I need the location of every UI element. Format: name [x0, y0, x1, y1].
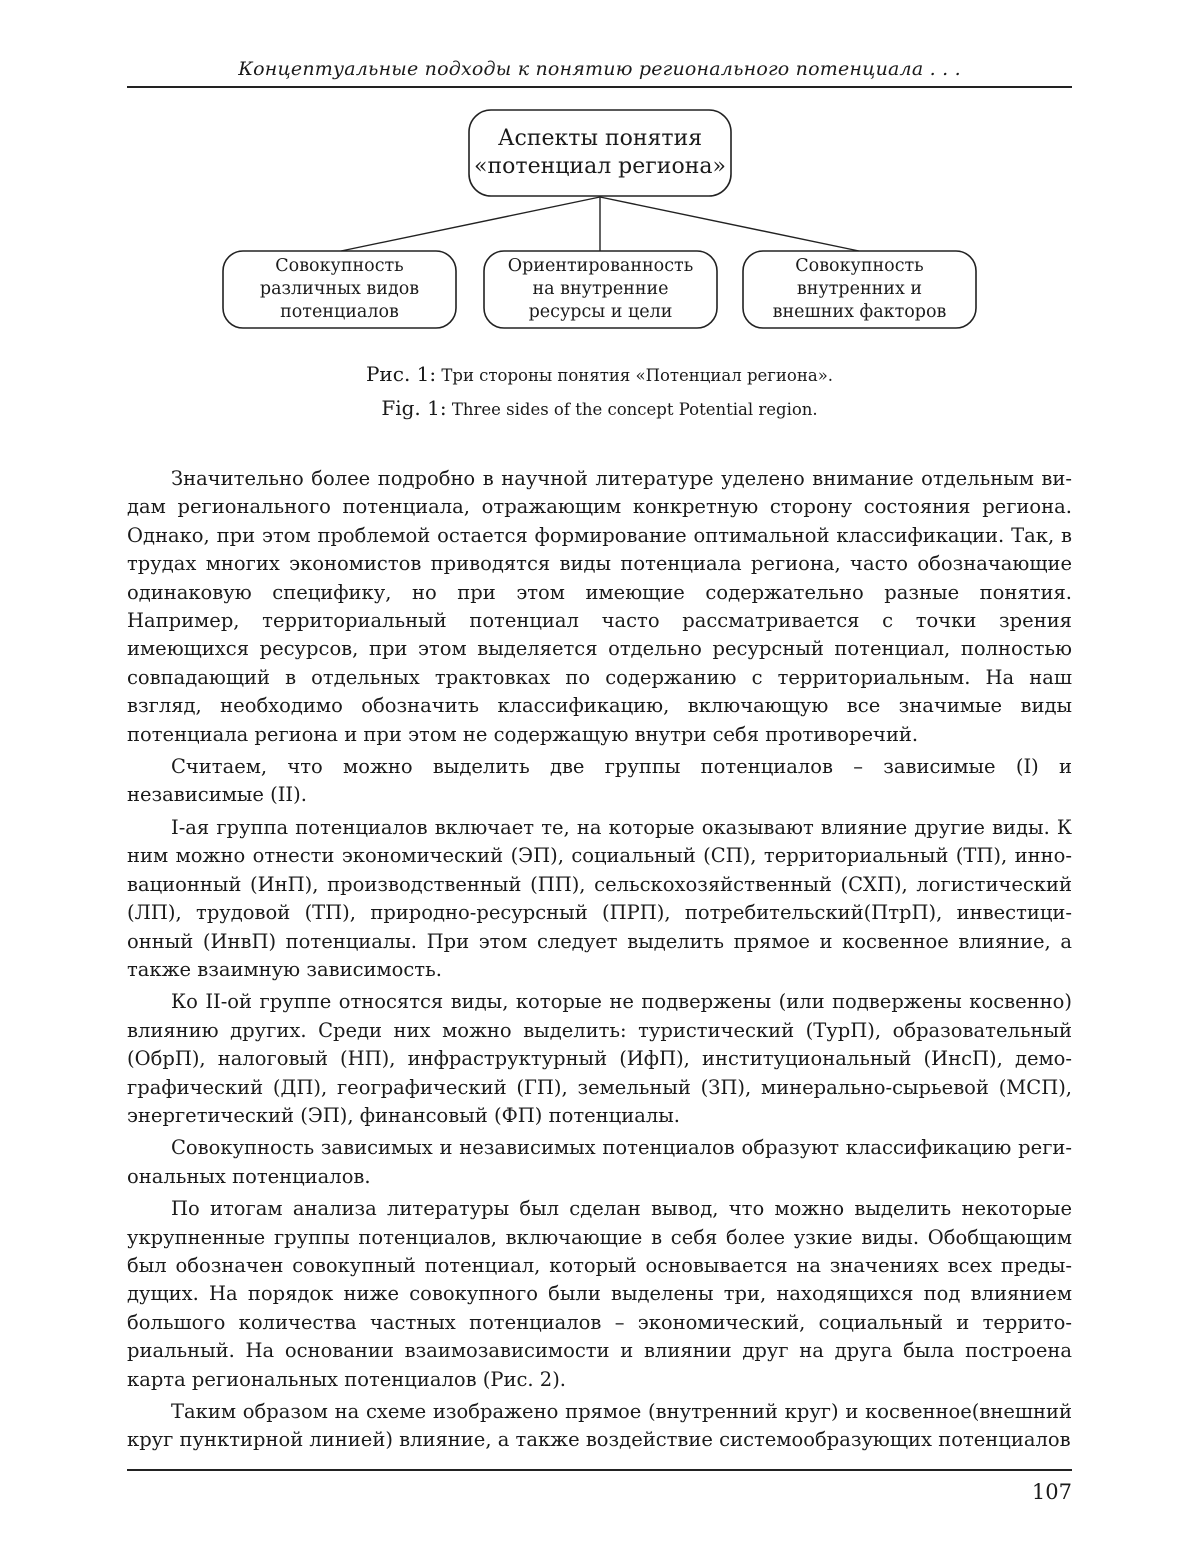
- paragraph: Считаем, что можно выделить две группы потенциалов – зависимые (I) и независимые (II).: [127, 755, 1072, 807]
- paragraph: I-ая группа потенциалов включает те, на которые оказывают влияние другие виды. К ним можно отнести экономический (ЭП), социальный (СП), территориальный (ТП), инновационный (ИнП), производственный (ПП), сельскохозяйственный (СХП), логистический (ЛП), трудовой (ТП), природно-ресурсный (ПРП), потребительский(ПтрП), инвестиционный (ИнвП) потенциалы. При этом следует выделить прямое и косвенное влияние, а также взаимную зависимость.: [127, 815, 1072, 981]
- sub-box-line: Совокупность: [795, 256, 924, 276]
- figure-caption-en: [127, 396, 1072, 420]
- paragraph: Ко II-ой группе относятся виды, которые не подвержены (или подвержены косвенно) влиянию других. Среди них можно выделить: туристический (ТурП), образовательный (ОбрП), налоговый (НП), инфраструктурный (ИфП), институциональный (ИнсП), демографический (ДП), географический (ГП), земельный (ЗП), минерально-сырьевой (МСП), энергетический (ЭП), финансовый (ФП) потенциалы.: [127, 990, 1072, 1127]
- sub-box-line: различных видов: [259, 279, 420, 299]
- paragraph: По итогам анализа литературы был сделан вывод, что можно выделить некоторые укрупненные группы потенциалов, включающие в себя более узкие виды. Обобщающим был обозначен совокупный потенциал, который основывается на значениях всех предыдущих. На порядок ниже совокупного были выделены три, находящихся под влиянием большого количества частных потенциалов – экономический, социальный и территориальный. На основании взаимозависимости и влиянии друг на друга была построена карта региональных потенциалов (Рис. 2).: [127, 1197, 1072, 1391]
- sub-box-line: внешних факторов: [772, 302, 947, 322]
- sub-box-1: [223, 251, 456, 328]
- top-box-line: Аспекты понятия: [497, 126, 703, 151]
- paragraph: Совокупность зависимых и независимых потенциалов образуют классификацию региональных потенциалов.: [127, 1136, 1072, 1188]
- sub-box-line: внутренних и: [796, 279, 923, 299]
- sub-box-line: ресурсы и цели: [528, 302, 673, 322]
- sub-box-line: Ориентированность: [507, 256, 694, 276]
- running-head: Концептуальные подходы к понятию регионального потенциала . . .: [238, 58, 961, 80]
- paragraph: Таким образом на схеме изображено прямое (внутренний круг) и косвенное(внешний круг пунктирной линией) влияние, а также воздействие системообразующих потенциалов: [127, 1400, 1072, 1452]
- caption-label: Рис. 1:: [365, 362, 437, 386]
- sub-box-2: [484, 251, 717, 328]
- sub-box-line: на внутренние: [532, 279, 669, 299]
- caption-label: Fig. 1:: [381, 396, 447, 420]
- sub-box-line: потенциалов: [280, 302, 399, 322]
- figure-caption-ru: [127, 362, 1072, 386]
- caption-text: Три стороны понятия «Потенциал региона».: [441, 366, 834, 385]
- paragraph: Значительно более подробно в научной литературе уделено внимание отдельным видам регионального потенциала, отражающим конкретную сторону состояния региона. Однако, при этом проблемой остается формирование оптимальной классификации. Так, в трудах многих экономистов приводятся виды потенциала региона, часто обозначающие одинаковую специфику, но при этом имеющие содержательно разные понятия. Например, территориальный потенциал часто рассматривается с точки зрения имеющихся ресурсов, при этом выделяется отдельно ресурсный потенциал, полностью совпадающий в отдельных трактовках по содержанию с территориальным. На наш взгляд, необходимо обозначить классификацию, включающую все значимые виды потенциала региона и при этом не содержащую внутри себя противоречий.: [127, 467, 1072, 746]
- connector-right: [600, 197, 859, 251]
- connector-left: [341, 197, 600, 251]
- top-box: [469, 110, 731, 196]
- sub-box-line: Совокупность: [275, 256, 404, 276]
- body-text: [127, 465, 1072, 1459]
- caption-text: Three sides of the concept Potential region.: [451, 400, 818, 419]
- top-box-line: «потенциал региона»: [474, 154, 726, 179]
- footer-rule: [127, 1469, 1072, 1471]
- sub-box-3: [743, 251, 976, 328]
- page-number: 107: [1031, 1480, 1072, 1504]
